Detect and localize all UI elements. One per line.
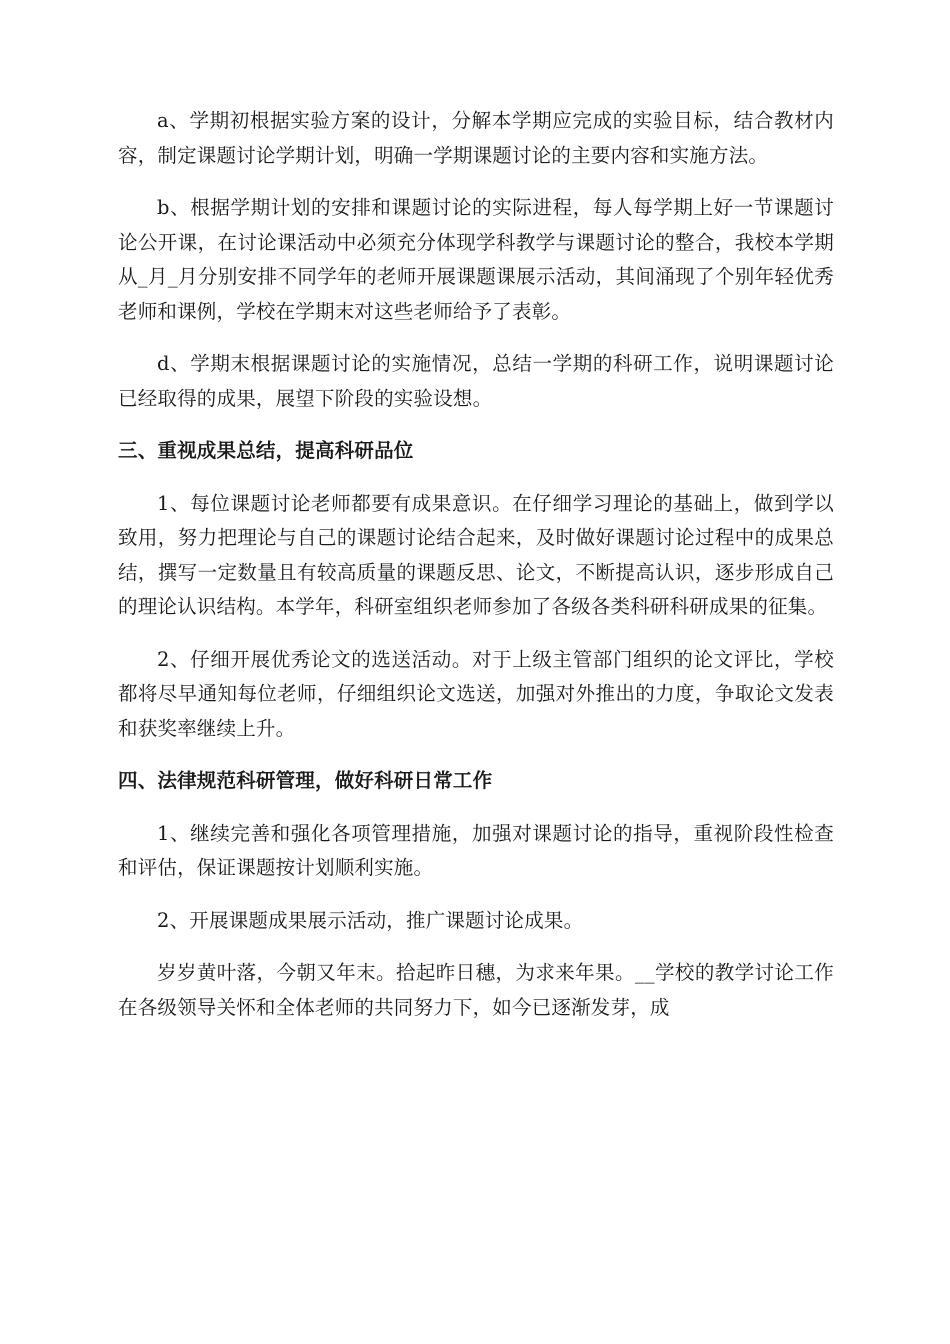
paragraph-b: b、根据学期计划的安排和课题讨论的实际进程，每人每学期上好一节课题讨论公开课，在讨论课活动中必须充分体现学科教学与课题讨论的整合，我校本学期从_月_月分别安排不同学年的老师开展课题课展示活动，其间涌现了个别年轻优秀老师和课例，学校在学期末对这些老师给予了表彰。 bbox=[118, 196, 834, 323]
section-heading-3: 三、重视成果总结，提高科研品位 bbox=[118, 439, 414, 462]
paragraph-4-2: 2、开展课题成果展示活动，推广课题讨论成果。 bbox=[157, 908, 584, 932]
paragraph-closing: 岁岁黄叶落，今朝又年末。拾起昨日穗，为求来年果。__学校的教学讨论工作在各级领导关怀和全体老师的共同努力下，如今已逐渐发芽，成 bbox=[118, 961, 834, 1019]
section-heading-4: 四、法律规范科研管理，做好科研日常工作 bbox=[118, 769, 493, 792]
paragraph-3-1: 1、每位课题讨论老师都要有成果意识。在仔细学习理论的基础上，做到学以致用，努力把理论与自己的课题讨论结合起来，及时做好课题讨论过程中的成果总结，撰写一定数量且有较高质量的课题反思、论文，不断提高认识，逐步形成自己的理论认识结构。本学年，科研室组织老师参加了各级各类科研科研成果的征集。 bbox=[118, 491, 834, 618]
paragraph-d: d、学期末根据课题讨论的实施情况，总结一学期的科研工作，说明课题讨论已经取得的成果，展望下阶段的实验设想。 bbox=[118, 352, 834, 410]
document-body bbox=[118, 104, 834, 1043]
paragraph-4-1: 1、继续完善和强化各项管理措施，加强对课题讨论的指导，重视阶段性检查和评估，保证课题按计划顺利实施。 bbox=[118, 821, 834, 879]
paragraph-a: a、学期初根据实验方案的设计，分解本学期应完成的实验目标，结合教材内容，制定课题讨论学期计划，明确一学期课题讨论的主要内容和实施方法。 bbox=[118, 109, 834, 167]
paragraph-3-2: 2、仔细开展优秀论文的选送活动。对于上级主管部门组织的论文评比，学校都将尽早通知每位老师，仔细组织论文选送，加强对外推出的力度，争取论文发表和获奖率继续上升。 bbox=[118, 647, 834, 740]
